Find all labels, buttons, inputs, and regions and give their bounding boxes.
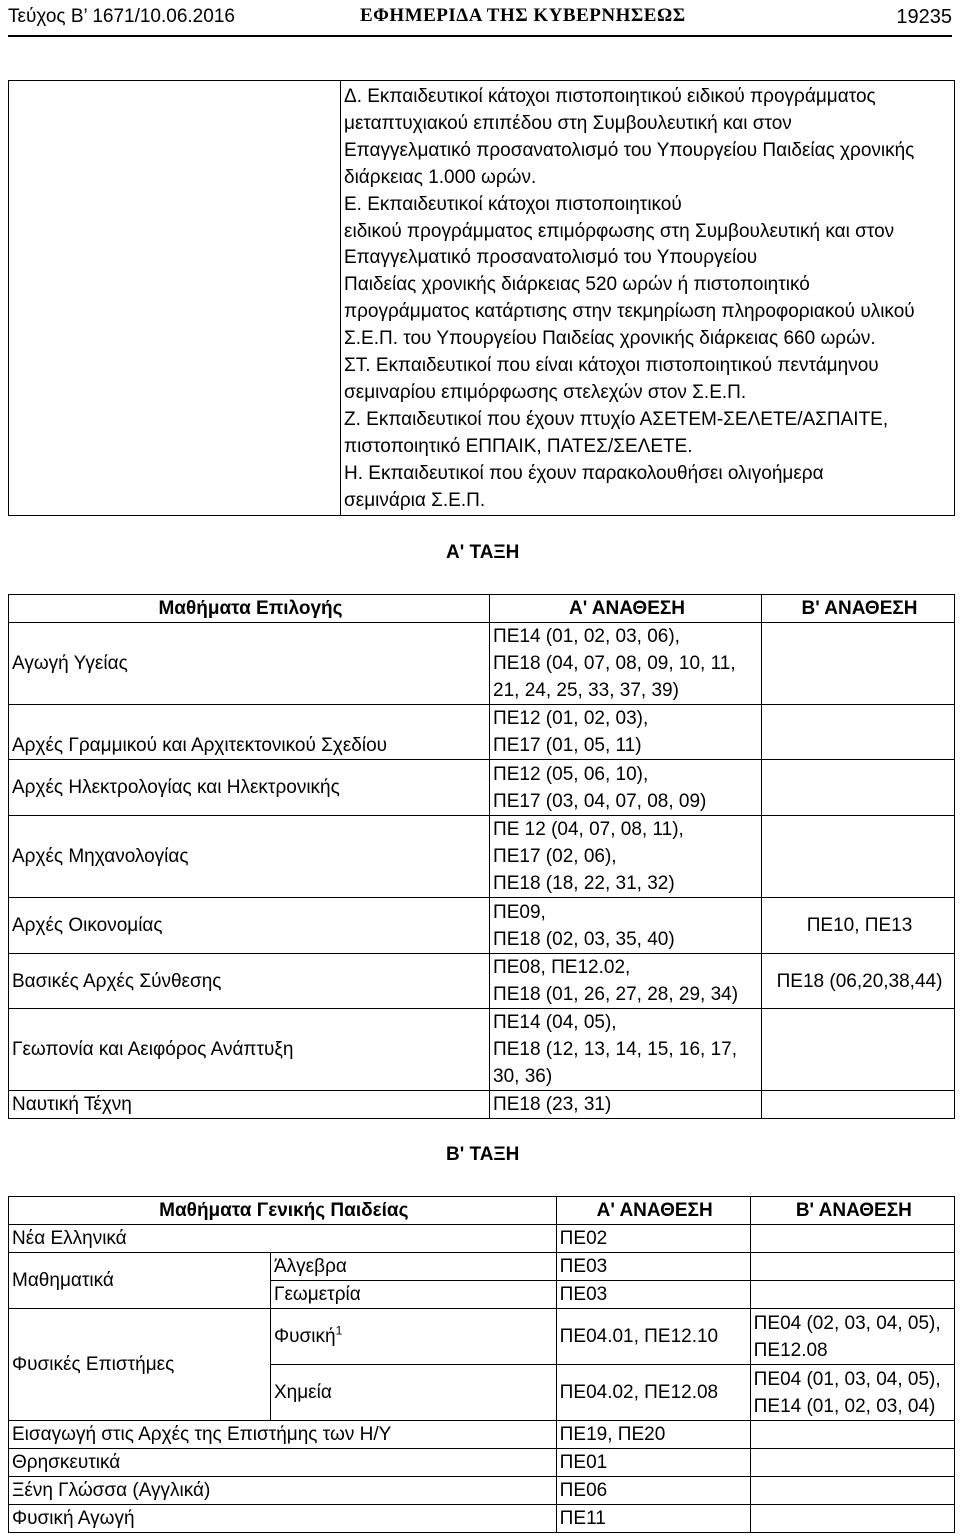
table-row: Αρχές Οικονομίας ΠΕ09, ΠΕ18 (02, 03, 35, 40) ΠΕ10, ΠΕ13	[9, 898, 955, 954]
table-row: Θρησκευτικά ΠΕ01	[9, 1449, 955, 1477]
col-header-second: Β' ΑΝΑΘΕΣΗ	[750, 1197, 954, 1225]
table-row: Ναυτική Τέχνη ΠΕ18 (23, 31)	[9, 1091, 955, 1119]
table-row: Αρχές Μηχανολογίας ΠΕ 12 (04, 07, 08, 11), ΠΕ17 (02, 06), ΠΕ18 (18, 22, 31, 32)	[9, 816, 955, 898]
col-header-subject: Μαθήματα Γενικής Παιδείας	[9, 1197, 557, 1225]
table-row: Φυσική Αγωγή ΠΕ11	[9, 1505, 955, 1533]
footnote-marker: 1	[335, 1323, 343, 1338]
header-rule	[8, 35, 952, 37]
table-row: Νέα Ελληνικά ΠΕ02	[9, 1225, 955, 1253]
table-row: Βασικές Αρχές Σύνθεσης ΠΕ08, ΠΕ12.02, ΠΕ18 (01, 26, 27, 28, 29, 34) ΠΕ18 (06,20,38,44)	[9, 954, 955, 1009]
qualifications-text: Δ. Εκπαιδευτικοί κάτοχοι πιστοποιητικού ειδικού προγράμματος μεταπτυχιακού επιπέδου στη Συμβουλευτική και στον Επαγγελματικό προσανατολισμό του Υπουργείου Παιδείας χρονικής διάρκειας 1.000 ωρών. Ε. Εκπαιδευτικοί κάτοχοι πιστοποιητικού ειδικού προγράμματος επιμόρφωσης στη Συμβουλευτική και στον Επαγγελματικό προσανατολισμό του Υπουργείου Παιδείας χρονικής διάρκειας 520 ωρών ή πιστοποιητικό προγράμματος κατάρτισης στην τεκμηρίωση πληροφοριακού υλικού Σ.Ε.Π. του Υπουργείου Παιδείας χρονικής διάρκειας 660 ωρών. ΣΤ. Εκπαιδευτικοί που είναι κάτοχοι πιστοποιητικού πεντάμηνου σεμιναρίου επιμόρφωσης στελεχών στον Σ.Ε.Π. Ζ. Εκπαιδευτικοί που έχουν πτυχίο ΑΣΕΤΕΜ-ΣΕΛΕΤΕ/ΑΣΠΑΙΤΕ, πιστοποιητικό ΕΠΠΑΙΚ, ΠΑΤΕΣ/ΣΕΛΕΤΕ. Η. Εκπαιδευτικοί που έχουν παρακολουθήσει ολιγοήμερα σεμινάρια Σ.Ε.Π.	[341, 81, 955, 516]
table-row: Γεωμετρία ΠΕ03	[9, 1281, 955, 1309]
table-row: Μαθηματικά Άλγεβρα ΠΕ03	[9, 1253, 955, 1281]
col-header-second: Β' ΑΝΑΘΕΣΗ	[762, 595, 955, 623]
table-row: Αγωγή Υγείας ΠΕ14 (01, 02, 03, 06), ΠΕ18 (04, 07, 08, 09, 10, 11, 21, 24, 25, 33, 37, 39)	[9, 623, 955, 705]
col-header-first: Α' ΑΝΑΘΕΣΗ	[490, 595, 762, 623]
table-row: Χημεία ΠΕ04.02, ΠΕ12.08 ΠΕ04 (01, 03, 04, 05), ΠΕ14 (01, 02, 03, 04)	[9, 1365, 955, 1421]
table-row: Αρχές Ηλεκτρολογίας και Ηλεκτρονικής ΠΕ12 (05, 06, 10), ΠΕ17 (03, 04, 07, 08, 09)	[9, 760, 955, 816]
table-row: Γεωπονία και Αειφόρος Ανάπτυξη ΠΕ14 (04, 05), ΠΕ18 (12, 13, 14, 15, 16, 17, 30, 36)	[9, 1009, 955, 1091]
class-b-title: Β' ΤΑΞΗ	[446, 1144, 520, 1165]
table-row: Αρχές Γραμμικού και Αρχιτεκτονικού Σχεδίου ΠΕ12 (01, 02, 03), ΠΕ17 (01, 05, 11)	[9, 705, 955, 760]
class-a-table	[8, 594, 955, 1119]
gazette-title: ΕΦΗΜΕΡΙΔΑ ΤΗΣ ΚΥΒΕΡΝΗΣΕΩΣ	[360, 5, 686, 26]
table-row: Εισαγωγή στις Αρχές της Επιστήμης των Η/Υ ΠΕ19, ΠΕ20	[9, 1421, 955, 1449]
table-row: Ξένη Γλώσσα (Αγγλικά) ΠΕ06	[9, 1477, 955, 1505]
qualifications-table	[8, 80, 955, 516]
class-b-table	[8, 1196, 955, 1533]
page-number: 19235	[896, 6, 952, 28]
empty-cell	[9, 81, 341, 516]
col-header-subject: Μαθήματα Επιλογής	[9, 595, 490, 623]
table-row: Φυσικές Επιστήμες Φυσική$^1$ ΠΕ04.01, ΠΕ12.10 ΠΕ04 (02, 03, 04, 05), ΠΕ12.08	[9, 1309, 955, 1365]
issue-label: Τεύχος Β’ 1671/10.06.2016	[8, 6, 235, 27]
col-header-first: Α' ΑΝΑΘΕΣΗ	[556, 1197, 750, 1225]
class-a-title: Α' ΤΑΞΗ	[446, 542, 520, 563]
